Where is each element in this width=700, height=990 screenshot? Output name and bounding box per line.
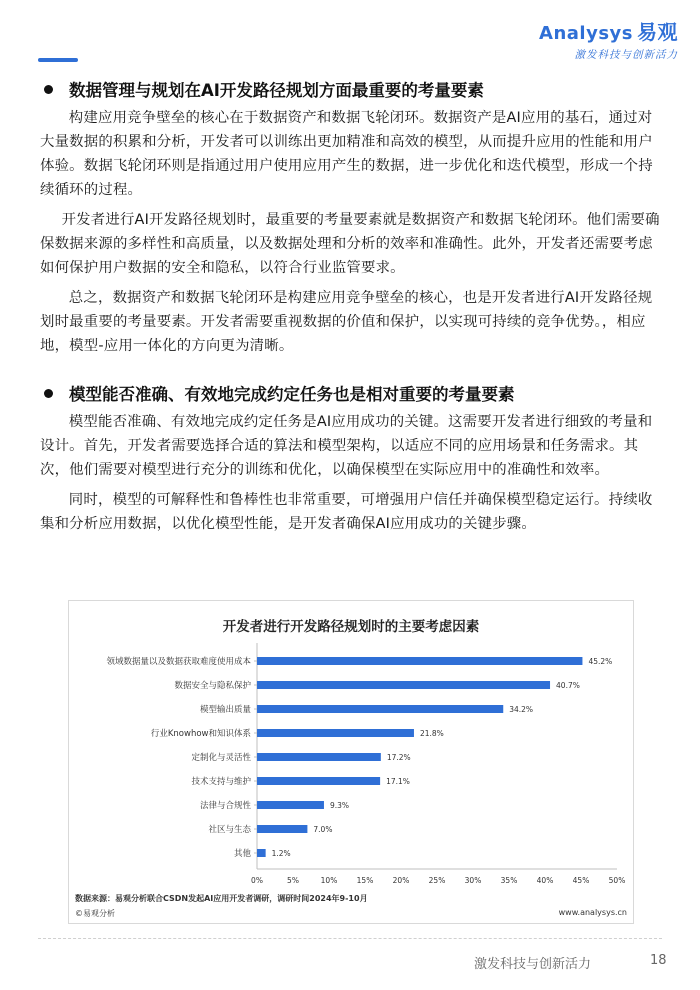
section-heading-text: 数据管理与规划在AI开发路径规划方面最重要的考量要素 [69,81,484,100]
section-heading [40,380,660,406]
section-heading-text: 模型能否准确、有效地完成约定任务也是相对重要的考量要素 [69,385,515,404]
bar [257,729,414,737]
data-label: 17.2% [386,753,411,762]
bullet-icon [44,85,53,94]
x-tick-label: 50% [608,876,626,885]
bullet-icon [44,389,53,398]
chart-copyright: ©易观分析 [75,909,115,918]
data-label: 40.7% [556,681,580,690]
chart-plot [69,601,633,923]
chart-title: 开发者进行开发路径规划时的主要考虑因素 [222,619,480,635]
data-label: 17.1% [386,777,410,786]
category-label: 法律与合规性 [199,801,251,811]
header-accent-bar [38,58,78,62]
data-label: 21.8% [419,729,444,738]
paragraph: 开发者进行AI开发路径规划时，最重要的考量要素就是数据资产和数据飞轮闭环。他们需要确保数据来源的多样性和高质量，以及数据处理和分析的效率和准确性。此外，开发者还需要考虑如何保护用户数据的安全和隐私，以符合行业监管要求。 [40,212,660,276]
category-label: 技术支持与维护 [191,777,251,787]
category-label: 行业Knowhow和知识体系 [150,729,251,739]
bar [257,849,266,857]
bar [257,825,307,833]
bar [257,753,381,761]
chart-website: www.analysys.cn [558,908,627,917]
data-label: 7.0% [313,825,333,834]
bar [257,777,380,785]
footer-divider [38,938,662,939]
logo-text: Analysys [539,23,633,44]
footer-slogan: 激发科技与创新活力 [474,957,592,972]
data-label: 9.3% [329,801,350,810]
category-label: 其他 [233,849,251,859]
x-tick-label: 0% [251,876,263,885]
data-label: 1.2% [271,849,291,858]
section-heading [40,76,660,102]
data-label: 34.2% [509,705,534,714]
x-tick-label: 45% [572,876,590,885]
data-label: 45.2% [588,657,613,666]
paragraph: 模型能否准确、有效地完成约定任务是AI应用成功的关键。这需要开发者进行细致的考量和设计。首先，开发者需要选择合适的算法和模型架构，以适应不同的应用场景和任务需求。其次，他们需要对模型进行充分的训练和优化，以确保模型在实际应用中的准确性和效率。 [40,414,653,478]
x-tick-label: 5% [287,876,299,885]
bar [257,801,324,809]
bar-chart [68,600,634,924]
category-label: 定制化与灵活性 [191,753,251,763]
x-tick-label: 35% [500,876,518,885]
bar [257,657,582,665]
section-data-management [40,76,660,358]
bar [257,681,550,689]
category-label: 社区与生态 [208,825,251,835]
category-label: 领域数据量以及数据获取难度使用成本 [106,657,251,667]
section-model-accuracy [40,380,660,536]
logo-tagline: 激发科技与创新活力 [574,49,678,61]
category-label: 模型输出质量 [199,705,251,715]
logo-cn-text: 易观 [637,20,678,44]
chart-source: 数据来源：易观分析联合CSDN发起AI应用开发者调研，调研时间2024年9-10月 [75,894,368,903]
x-tick-label: 30% [464,876,482,885]
x-tick-label: 10% [320,876,338,885]
x-tick-label: 15% [356,876,374,885]
paragraph: 同时，模型的可解释性和鲁棒性也非常重要，可增强用户信任并确保模型稳定运行。持续收集和分析应用数据，以优化模型性能，是开发者确保AI应用成功的关键步骤。 [40,492,653,532]
page-number: 18 [650,953,667,968]
x-tick-label: 25% [428,876,446,885]
category-label: 数据安全与隐私保护 [174,681,251,691]
paragraph: 构建应用竞争壁垒的核心在于数据资产和数据飞轮闭环。数据资产是AI应用的基石，通过对大量数据的积累和分析，开发者可以训练出更加精准和高效的模型，从而提升应用的性能和用户体验。数据飞轮闭环则是指通过用户使用应用产生的数据，进一步优化和迭代模型，形成一个持续循环的过程。 [40,110,653,198]
x-tick-label: 20% [392,876,410,885]
bar [257,705,503,713]
paragraph: 总之，数据资产和数据飞轮闭环是构建应用竞争壁垒的核心，也是开发者进行AI开发路径规划时最重要的考量要素。开发者需要重视数据的价值和保护，以实现可持续的竞争优势。，相应地，模型-应用一体化的方向更为清晰。 [40,290,653,354]
x-tick-label: 40% [536,876,554,885]
analysys-logo [539,16,678,62]
